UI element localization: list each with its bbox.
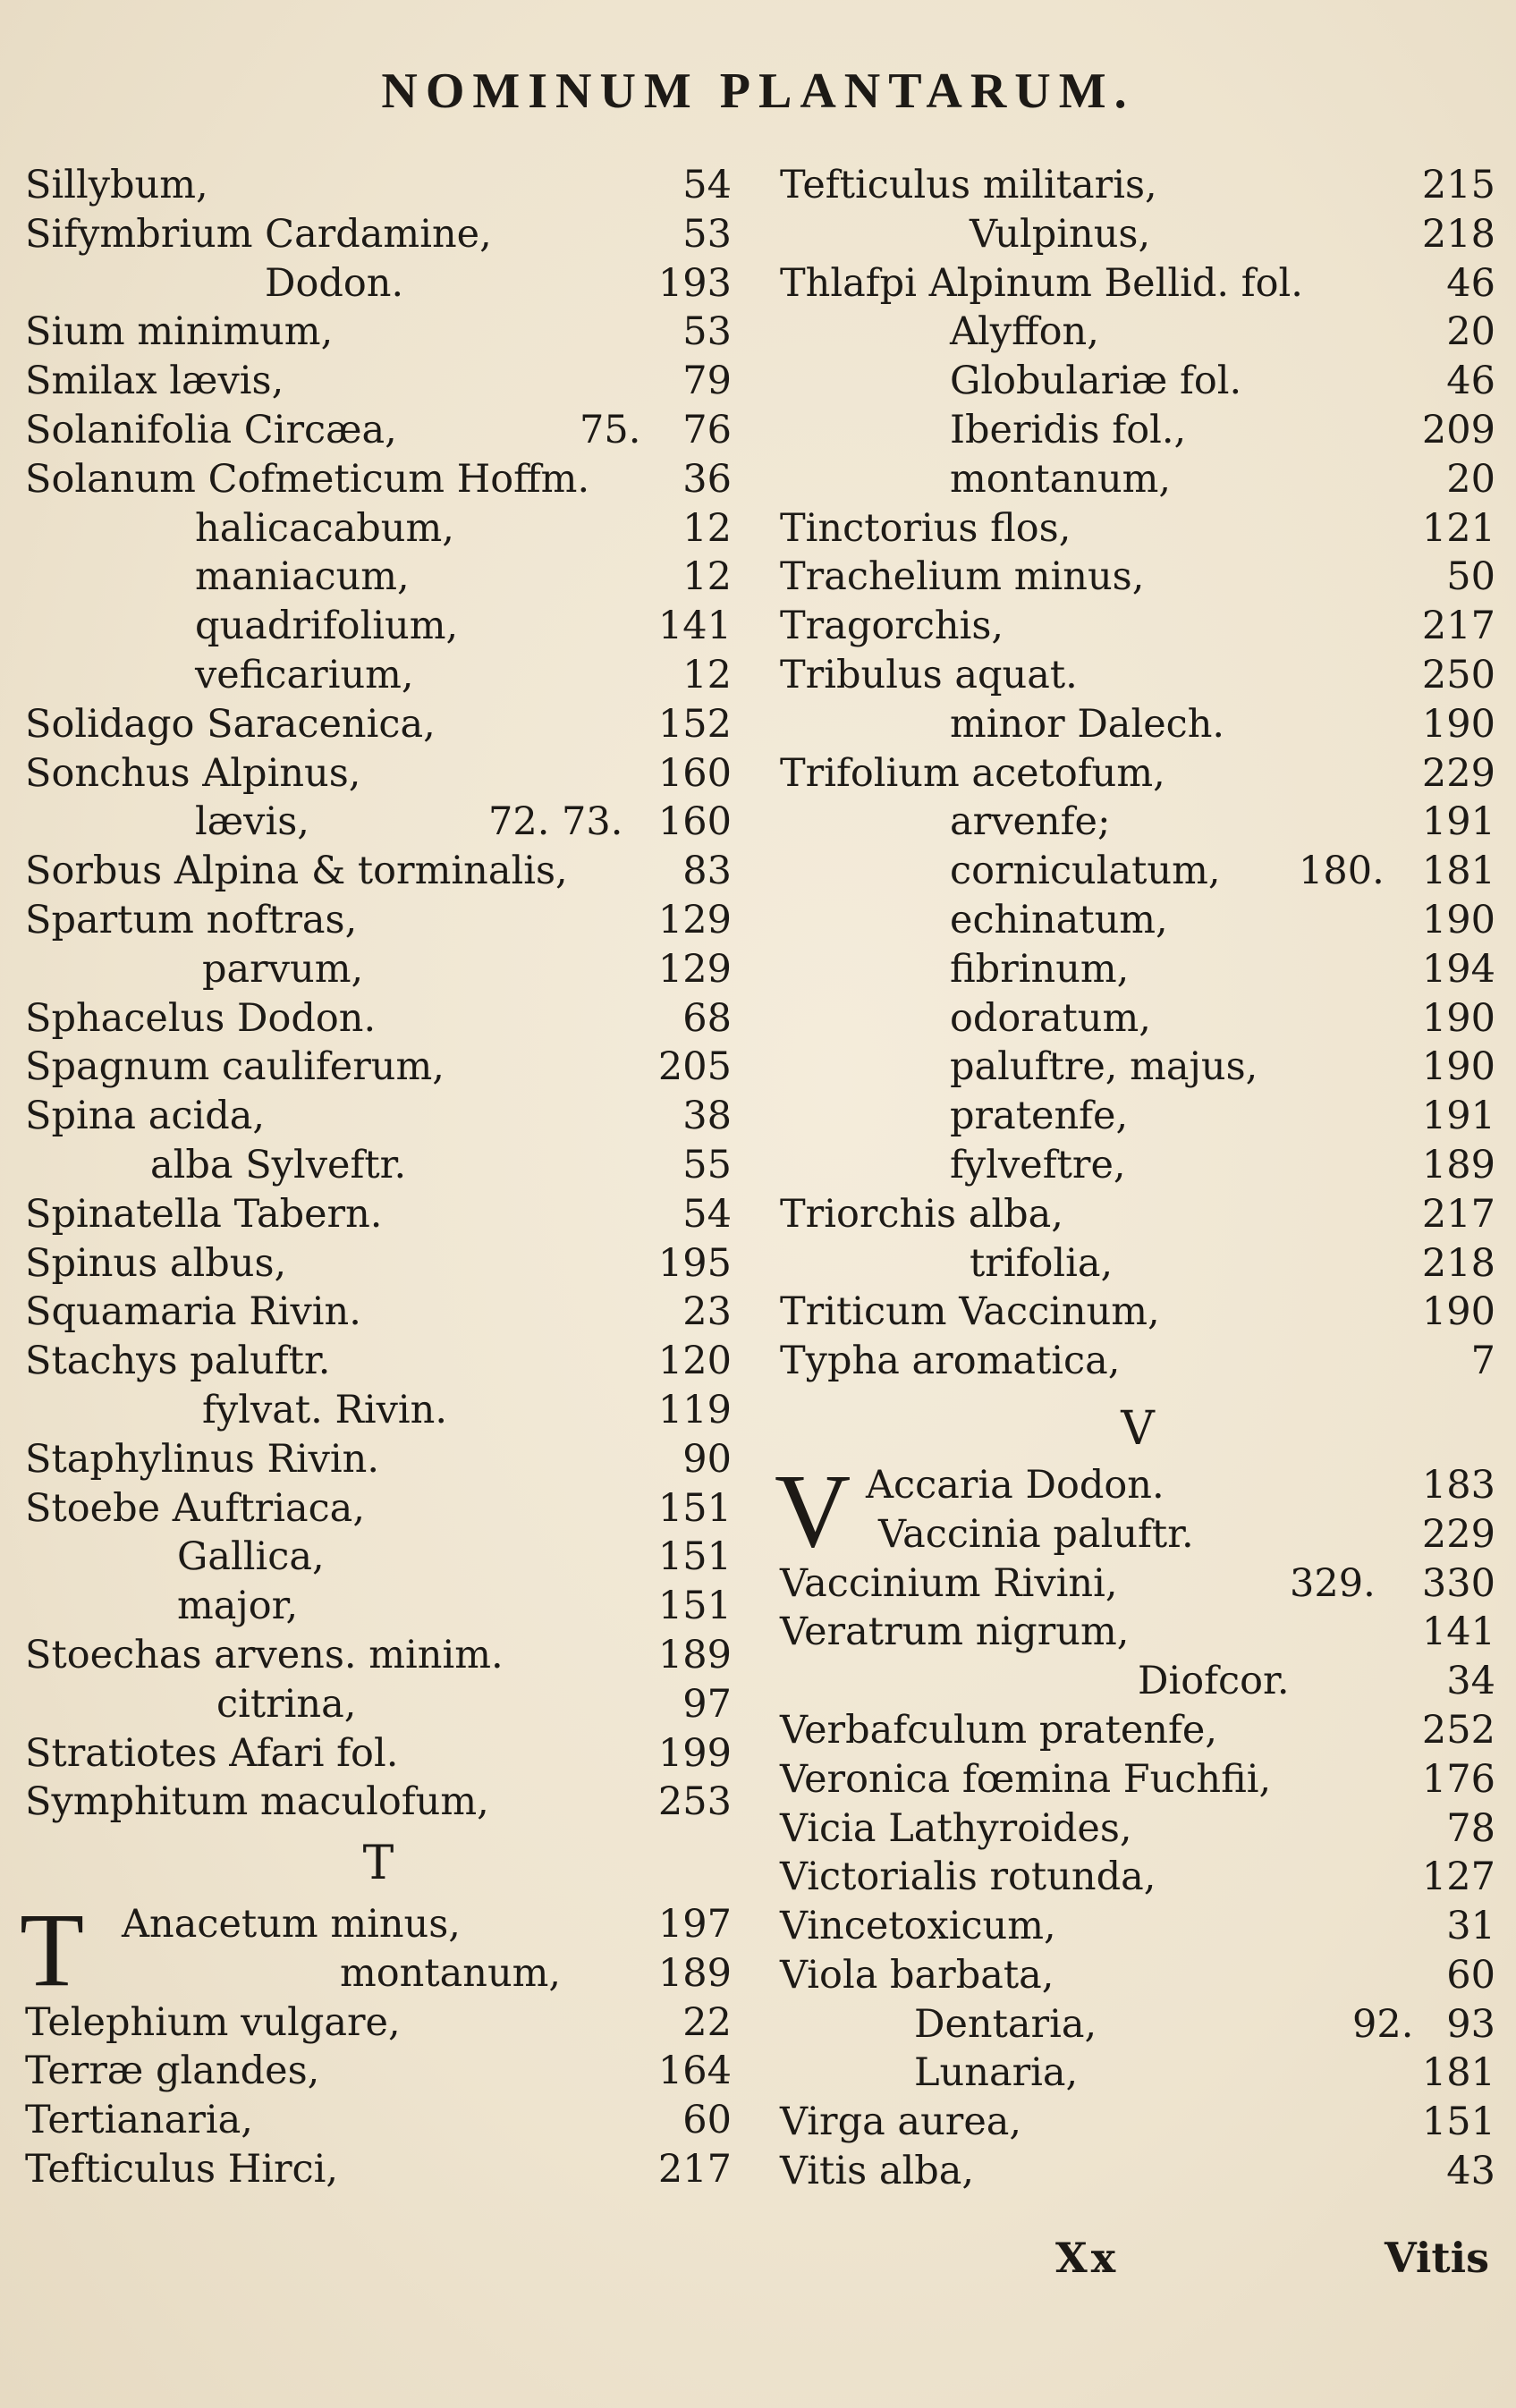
entry-page: 164 bbox=[657, 2049, 732, 2094]
dropcap-letter: V bbox=[775, 1451, 851, 1569]
entry-name: corniculatum, bbox=[950, 849, 1221, 894]
entry-page: 22 bbox=[682, 1999, 732, 2045]
entry-page: 34 bbox=[1446, 1659, 1495, 1704]
entry-page: 7 bbox=[1470, 1339, 1495, 1384]
signature-mark: Xx bbox=[1055, 2234, 1120, 2282]
index-entry bbox=[780, 210, 1495, 259]
entry-page: 191 bbox=[1421, 1094, 1495, 1139]
index-entry bbox=[25, 406, 732, 455]
entry-page: 218 bbox=[1421, 1240, 1495, 1286]
index-entry bbox=[25, 1582, 732, 1631]
entry-page: 120 bbox=[657, 1339, 732, 1384]
index-entry bbox=[780, 553, 1495, 602]
section-letter-t: T bbox=[362, 1837, 394, 1891]
entry-page: 181 bbox=[1421, 849, 1495, 894]
entry-page: 215 bbox=[1421, 163, 1495, 207]
index-entry bbox=[780, 259, 1495, 308]
index-entry bbox=[780, 1804, 1495, 1854]
index-entry bbox=[780, 1141, 1495, 1190]
entry-extra-page: 75. bbox=[580, 407, 641, 452]
index-entry bbox=[25, 749, 732, 798]
entry-page: 43 bbox=[1446, 2149, 1495, 2194]
entry-name: Anacetum minus, bbox=[122, 1902, 461, 1948]
index-entry bbox=[780, 1510, 1495, 1559]
right-v-entries bbox=[780, 1510, 1495, 2196]
entry-page: 50 bbox=[1446, 554, 1495, 600]
entry-name: Typha aromatica, bbox=[780, 1339, 1121, 1384]
entry-page: 181 bbox=[1421, 2050, 1495, 2096]
entry-extra-page: 92. bbox=[1352, 2001, 1414, 2047]
entry-page: 189 bbox=[657, 1632, 732, 1677]
entry-page: 218 bbox=[1421, 211, 1495, 257]
entry-page: 190 bbox=[1421, 1044, 1495, 1090]
entry-name: pratenfe, bbox=[950, 1094, 1129, 1139]
entry-page: 160 bbox=[657, 750, 732, 796]
entry-page: 36 bbox=[682, 456, 732, 502]
index-entry bbox=[780, 1239, 1495, 1288]
entry-page: 229 bbox=[1421, 750, 1495, 796]
entry-name: Solanum Cofmeticum Hoffm. bbox=[25, 456, 590, 502]
entry-name: Sonchus Alpinus, bbox=[25, 750, 361, 796]
entry-name: Tragorchis, bbox=[780, 604, 1004, 649]
entry-name: Lunaria, bbox=[914, 2050, 1079, 2096]
entry-name: Tefticulus militaris, bbox=[780, 163, 1157, 207]
index-entry bbox=[25, 455, 732, 504]
entry-page: 191 bbox=[1421, 799, 1495, 845]
entry-page: 217 bbox=[1421, 1191, 1495, 1237]
entry-name: Tefticulus Hirci, bbox=[25, 2147, 339, 2193]
entry-page: 330 bbox=[1421, 1560, 1495, 1606]
index-entry bbox=[25, 259, 732, 308]
index-entry bbox=[780, 994, 1495, 1043]
entry-page: 190 bbox=[1421, 995, 1495, 1041]
entry-page: 229 bbox=[1421, 1511, 1495, 1557]
entry-name: maniacum, bbox=[195, 554, 410, 600]
entry-name: Solanifolia Circæa, bbox=[25, 407, 397, 452]
index-entry bbox=[780, 357, 1495, 406]
entry-name: Tribulus aquat. bbox=[780, 652, 1078, 697]
entry-extra-page: 180. bbox=[1299, 849, 1385, 894]
index-entry bbox=[25, 798, 732, 847]
index-entry bbox=[25, 1043, 732, 1092]
entry-name: Vulpinus, bbox=[970, 211, 1151, 257]
entry-page: 90 bbox=[682, 1436, 732, 1482]
entry-page: 83 bbox=[682, 849, 732, 894]
entry-name: Verbafculum pratenfe, bbox=[780, 1707, 1218, 1753]
index-entry bbox=[780, 455, 1495, 504]
entry-page: 53 bbox=[682, 211, 732, 257]
index-entry bbox=[780, 700, 1495, 749]
index-entry bbox=[25, 1484, 732, 1534]
index-entry bbox=[25, 1435, 732, 1484]
entry-name: Dentaria, bbox=[914, 2001, 1097, 2047]
index-entry bbox=[25, 896, 732, 945]
entry-name: Spina acida, bbox=[25, 1094, 266, 1139]
entry-name: montanum, bbox=[950, 456, 1172, 502]
section-letter-v: V bbox=[1121, 1401, 1155, 1456]
entry-name: trifolia, bbox=[970, 1240, 1114, 1286]
entry-name: odoratum, bbox=[950, 995, 1151, 1041]
index-entry bbox=[780, 798, 1495, 847]
entry-page: 183 bbox=[1421, 1462, 1495, 1508]
index-entry bbox=[25, 1239, 732, 1288]
entry-name: Vincetoxicum, bbox=[780, 1904, 1056, 1949]
entry-name: Stoebe Auftriaca, bbox=[25, 1485, 365, 1531]
entry-name: montanum, bbox=[340, 1950, 562, 1996]
entry-name: Thlafpi Alpinum Bellid. fol. bbox=[780, 260, 1303, 306]
entry-name: Sphacelus Dodon. bbox=[25, 995, 377, 1041]
entry-page: 250 bbox=[1421, 652, 1495, 697]
entry-name: Trachelium minus, bbox=[780, 554, 1145, 600]
entry-page: 38 bbox=[682, 1094, 732, 1139]
entry-name: arvenfe; bbox=[950, 799, 1111, 845]
entry-page: 205 bbox=[657, 1044, 732, 1090]
entry-extra-page: 72. 73. bbox=[488, 799, 623, 845]
index-entry bbox=[780, 308, 1495, 357]
entry-page: 46 bbox=[1446, 359, 1495, 404]
index-entry bbox=[780, 406, 1495, 455]
entry-page: 160 bbox=[657, 799, 732, 845]
entry-page: 12 bbox=[682, 505, 732, 551]
index-entry bbox=[25, 994, 732, 1043]
index-entry bbox=[25, 1141, 732, 1190]
index-entry bbox=[780, 1853, 1495, 1902]
entry-page: 60 bbox=[1446, 1952, 1495, 1998]
index-entry bbox=[25, 553, 732, 602]
index-entry bbox=[780, 1608, 1495, 1657]
entry-name: Stoechas arvens. minim. bbox=[25, 1632, 504, 1677]
entry-page: 189 bbox=[657, 1950, 732, 1996]
entry-name: alba Sylveftr. bbox=[150, 1142, 407, 1187]
entry-name: citrina, bbox=[216, 1681, 357, 1727]
entry-name: Accaria Dodon. bbox=[866, 1462, 1165, 1508]
index-entry bbox=[25, 1729, 732, 1779]
entry-page: 46 bbox=[1446, 260, 1495, 306]
entry-page: 190 bbox=[1421, 897, 1495, 942]
entry-page: 151 bbox=[1421, 2100, 1495, 2145]
entry-name: Vitis alba, bbox=[780, 2149, 975, 2194]
entry-page: 190 bbox=[1421, 1289, 1495, 1335]
entry-page: 20 bbox=[1446, 456, 1495, 502]
index-entry bbox=[780, 602, 1495, 651]
entry-page: 12 bbox=[682, 652, 732, 697]
index-entry bbox=[25, 1288, 732, 1337]
entry-name: Vaccinium Rivini, bbox=[780, 1560, 1118, 1606]
entry-page: 253 bbox=[657, 1779, 732, 1825]
entry-page: 217 bbox=[1421, 604, 1495, 649]
index-entry bbox=[780, 945, 1495, 994]
index-entry bbox=[780, 1706, 1495, 1755]
entry-name: Sifymbrium Cardamine, bbox=[25, 211, 492, 257]
entry-page: 193 bbox=[657, 260, 732, 306]
entry-name: parvum, bbox=[202, 946, 364, 992]
entry-page: 53 bbox=[682, 309, 732, 355]
index-entry bbox=[25, 1190, 732, 1239]
entry-name: halicacabum, bbox=[195, 505, 454, 551]
entry-name: Vicia Lathyroides, bbox=[780, 1805, 1132, 1851]
entry-name: lævis, bbox=[195, 799, 309, 845]
right-entries bbox=[780, 161, 1495, 1386]
index-entry bbox=[25, 1631, 732, 1680]
entry-page: 93 bbox=[1446, 2001, 1495, 2047]
entry-name: Sium minimum, bbox=[25, 309, 334, 355]
entry-page: 176 bbox=[1421, 1756, 1495, 1802]
index-entry bbox=[25, 210, 732, 259]
entry-name: Trifolium acetofum, bbox=[780, 750, 1165, 796]
entry-name: Smilax lævis, bbox=[25, 359, 284, 404]
index-entry bbox=[25, 700, 732, 749]
entry-page: 129 bbox=[657, 897, 732, 942]
index-entry bbox=[780, 896, 1495, 945]
entry-name: Telephium vulgare, bbox=[25, 1999, 401, 2045]
entry-name: fylveftre, bbox=[950, 1142, 1126, 1187]
index-entry bbox=[780, 749, 1495, 798]
entry-name: Veratrum nigrum, bbox=[780, 1610, 1130, 1655]
entry-name: echinatum, bbox=[950, 897, 1168, 942]
index-entry bbox=[25, 847, 732, 896]
index-entry bbox=[25, 504, 732, 553]
entry-page: 151 bbox=[657, 1485, 732, 1531]
index-entry bbox=[25, 602, 732, 651]
index-entry bbox=[780, 2049, 1495, 2098]
index-entry bbox=[780, 1755, 1495, 1804]
entry-name: Victorialis rotunda, bbox=[780, 1855, 1156, 1900]
left-column bbox=[20, 161, 732, 2307]
entry-page: 119 bbox=[657, 1387, 732, 1432]
entry-name: Alyffon, bbox=[950, 309, 1099, 355]
index-entry bbox=[25, 1998, 732, 2048]
entry-name: Veronica fœmina Fuchfii, bbox=[780, 1756, 1272, 1802]
entry-page: 55 bbox=[682, 1142, 732, 1187]
index-entry bbox=[780, 1337, 1495, 1386]
index-entry bbox=[25, 1680, 732, 1729]
entry-page: 151 bbox=[657, 1584, 732, 1629]
index-entry bbox=[780, 1657, 1495, 1706]
entry-name: minor Dalech. bbox=[950, 701, 1225, 747]
entry-name: Sorbus Alpina & torminalis, bbox=[25, 849, 568, 894]
index-entry bbox=[780, 2000, 1495, 2049]
entry-name: Spinus albus, bbox=[25, 1240, 287, 1286]
entry-page: 12 bbox=[682, 554, 732, 600]
entry-name: quadrifolium, bbox=[195, 604, 459, 649]
entry-page: 76 bbox=[682, 407, 732, 452]
entry-page: 54 bbox=[682, 163, 732, 207]
index-entry bbox=[25, 357, 732, 406]
index-entry bbox=[25, 651, 732, 700]
entry-page: 31 bbox=[1446, 1904, 1495, 1949]
catchword: Vitis bbox=[1385, 2234, 1489, 2282]
entry-page: 209 bbox=[1421, 407, 1495, 452]
index-entry bbox=[25, 1778, 732, 1827]
entry-name: Tertianaria, bbox=[25, 2098, 253, 2143]
index-entry bbox=[780, 847, 1495, 896]
entry-name: Globulariæ fol. bbox=[950, 359, 1242, 404]
entry-page: 151 bbox=[657, 1534, 732, 1580]
index-entry bbox=[780, 504, 1495, 553]
entry-name: veficarium, bbox=[195, 652, 414, 697]
entry-name: Spagnum cauliferum, bbox=[25, 1044, 445, 1090]
index-entry bbox=[25, 161, 732, 210]
entry-name: Sillybum, bbox=[25, 163, 208, 207]
entry-name: Tinctorius flos, bbox=[780, 505, 1071, 551]
index-entry bbox=[25, 1533, 732, 1582]
dropcap-letter: T bbox=[20, 1891, 85, 2009]
entry-page: 121 bbox=[1421, 505, 1495, 551]
index-entry bbox=[780, 2147, 1495, 2196]
entry-name: Diofcor. bbox=[1138, 1659, 1290, 1704]
entry-page: 79 bbox=[682, 359, 732, 404]
entry-name: paluftre, majus, bbox=[950, 1044, 1258, 1090]
entry-name: Viola barbata, bbox=[780, 1952, 1054, 1998]
index-entry bbox=[25, 2096, 732, 2145]
entry-page: 54 bbox=[682, 1191, 732, 1237]
entry-page: 60 bbox=[682, 2098, 732, 2143]
page-header: NOMINUM PLANTARUM. bbox=[381, 63, 1135, 119]
entry-name: Iberidis fol., bbox=[950, 407, 1187, 452]
entry-page: 141 bbox=[1421, 1610, 1495, 1655]
entry-name: Solidago Saracenica, bbox=[25, 701, 436, 747]
index-entry bbox=[25, 308, 732, 357]
right-column bbox=[775, 161, 1495, 2307]
index-entry bbox=[780, 1190, 1495, 1239]
entry-name: Terræ glandes, bbox=[25, 2049, 320, 2094]
index-entry bbox=[780, 1288, 1495, 1337]
entry-name: Symphitum maculofum, bbox=[25, 1779, 489, 1825]
entry-page: 194 bbox=[1421, 946, 1495, 992]
left-t-entries bbox=[25, 1949, 732, 2194]
entry-name: Spinatella Tabern. bbox=[25, 1191, 383, 1237]
entry-name: Staphylinus Rivin. bbox=[25, 1436, 380, 1482]
index-entry bbox=[25, 1386, 732, 1435]
entry-name: Gallica, bbox=[177, 1534, 325, 1580]
index-entry bbox=[780, 651, 1495, 700]
entry-name: Stratiotes Afari fol. bbox=[25, 1730, 399, 1776]
index-entry bbox=[25, 1092, 732, 1141]
index-entry bbox=[780, 1951, 1495, 2000]
entry-name: Vaccinia paluftr. bbox=[878, 1511, 1194, 1557]
entry-page: 127 bbox=[1421, 1855, 1495, 1900]
entry-name: fylvat. Rivin. bbox=[202, 1387, 448, 1432]
index-entry bbox=[780, 2098, 1495, 2147]
entry-page: 217 bbox=[657, 2147, 732, 2193]
index-entry bbox=[780, 1092, 1495, 1141]
left-entries bbox=[25, 161, 732, 1827]
entry-name: Stachys paluftr. bbox=[25, 1339, 331, 1384]
entry-page: 20 bbox=[1446, 309, 1495, 355]
entry-page: 252 bbox=[1421, 1707, 1495, 1753]
index-entry bbox=[780, 161, 1495, 210]
entry-name: Squamaria Rivin. bbox=[25, 1289, 361, 1335]
entry-page: 141 bbox=[657, 604, 732, 649]
index-entry bbox=[25, 1949, 732, 1998]
entry-name: Triorchis alba, bbox=[780, 1191, 1063, 1237]
entry-page: 78 bbox=[1446, 1805, 1495, 1851]
entry-name: major, bbox=[177, 1584, 299, 1629]
entry-page: 195 bbox=[657, 1240, 732, 1286]
entry-name: Virga aurea, bbox=[780, 2100, 1022, 2145]
entry-name: Spartum noftras, bbox=[25, 897, 358, 942]
index-entry bbox=[25, 945, 732, 994]
index-entry bbox=[25, 2047, 732, 2096]
entry-page: 23 bbox=[682, 1289, 732, 1335]
entry-page: 129 bbox=[657, 946, 732, 992]
entry-page: 97 bbox=[682, 1681, 732, 1727]
index-entry bbox=[780, 1043, 1495, 1092]
entry-extra-page: 329. bbox=[1290, 1560, 1376, 1606]
entry-page: 189 bbox=[1421, 1142, 1495, 1187]
entry-page: 199 bbox=[657, 1730, 732, 1776]
entry-page: 68 bbox=[682, 995, 732, 1041]
index-entry bbox=[780, 1559, 1495, 1609]
entry-page: 152 bbox=[657, 701, 732, 747]
entry-name: Dodon. bbox=[265, 260, 404, 306]
index-entry bbox=[25, 2145, 732, 2194]
entry-page: 197 bbox=[657, 1902, 732, 1948]
entry-page: 190 bbox=[1421, 701, 1495, 747]
entry-name: fibrinum, bbox=[950, 946, 1130, 992]
index-entry bbox=[780, 1902, 1495, 1951]
entry-name: Triticum Vaccinum, bbox=[780, 1289, 1160, 1335]
index-entry bbox=[25, 1337, 732, 1386]
